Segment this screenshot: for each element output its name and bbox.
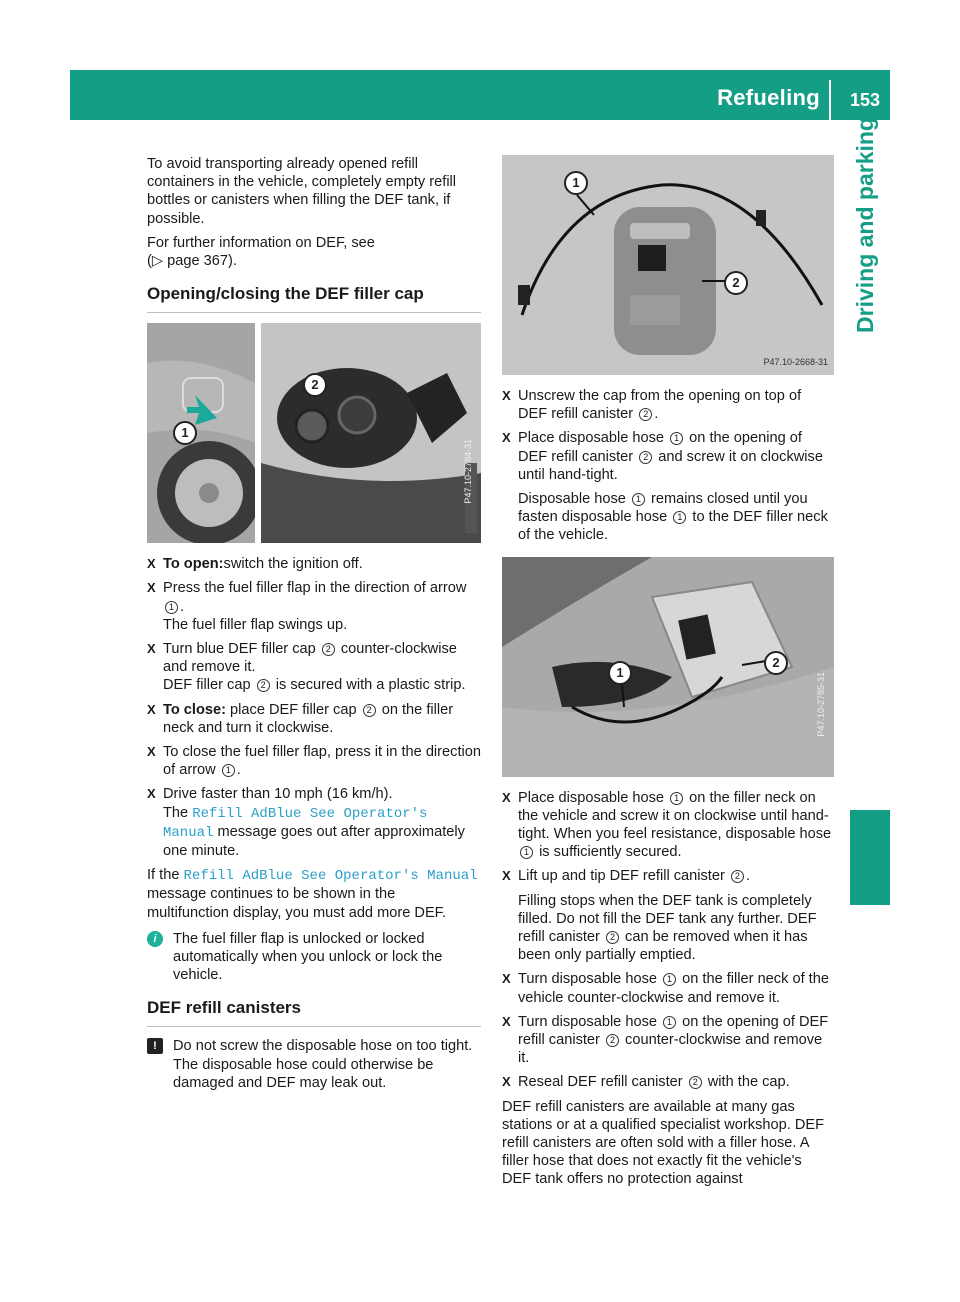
page-number: 153 — [849, 90, 880, 110]
info-note: i The fuel filler flap is unlocked or locked automatically when you unlock or lock the vehicle. — [147, 930, 481, 985]
step-lift-canister: X Lift up and tip DEF refill canister 2 . Filling stops when the DEF tank is completely filled. Do not fill the DEF tank any further. DEF refill canister 2 can be removed when it has been only partially emptied. — [502, 867, 834, 964]
side-tab-marker — [850, 810, 890, 905]
step-remove-hose-vehicle: X Turn disposable hose 1 on the filler neck of the vehicle counter-clockwise and remove it. — [502, 971, 829, 1006]
callout-ref-1: 1 — [663, 973, 676, 986]
right-column — [502, 155, 834, 1195]
figure-hose-on-vehicle — [502, 557, 834, 777]
figure3-callout-2: 2 — [764, 651, 788, 675]
callout-ref-1: 1 — [520, 846, 533, 859]
step-open: X To open:switch the ignition off. — [147, 556, 363, 573]
step-remove-hose-canister: X Turn disposable hose 1 on the opening of DEF refill canister 2 counter-clockwise and remove it. — [502, 1013, 829, 1067]
page-title: Refueling — [717, 85, 820, 110]
step-unscrew-cap: X Unscrew the cap from the opening on top of DEF refill canister 2 . — [502, 388, 802, 423]
figure2-callout-2: 2 — [724, 271, 748, 295]
hose-closed-note: Disposable hose 1 remains closed until you fasten disposable hose 1 to the DEF filler neck of the vehicle. — [518, 491, 828, 544]
filler-cap-illustration — [147, 323, 481, 543]
figure3-reference: P47.10-2785-31 — [815, 672, 826, 737]
figure3-callout-1: 1 — [608, 661, 632, 685]
step-place-hose: X Place disposable hose 1 on the opening of DEF refill canister 2 and screw it on clockwise until hand-tight. Disposable hose 1 remains closed until you fasten disposable hose 1 to the DEF filler neck of the vehicle. — [502, 429, 834, 544]
callout-ref-2: 2 — [257, 679, 270, 692]
closing-paragraph: DEF refill canisters are available at many gas stations or at a qualified specialist workshop. DEF refill canisters are often sold with a filler hose. A filler hose that does not exactly fit the vehicle's DEF tank offers no protection against — [502, 1098, 825, 1188]
section-heading-def-canisters: DEF refill canisters — [147, 998, 481, 1027]
see-also-paragraph: For further information on DEF, see (▷ page 367). — [147, 234, 375, 270]
step-drive: X Drive faster than 10 mph (16 km/h). The Refill AdBlue See Operator's Manual message goes out after approximately one minute. — [147, 786, 465, 860]
callout-ref-1: 1 — [670, 432, 683, 445]
callout-ref-2: 2 — [606, 1034, 619, 1047]
figure1-callout-2: 2 — [303, 373, 327, 397]
refill-canister-illustration — [502, 155, 834, 375]
page-reference-link[interactable]: (▷ page 367). — [147, 253, 237, 270]
figure-refill-canister — [502, 155, 834, 375]
display-message: Refill AdBlue See Operator's Manual — [163, 805, 428, 841]
step-close-flap: X To close the fuel filler flap, press it in the direction of arrow 1 . — [147, 744, 481, 779]
step-place-hose-filler: X Place disposable hose 1 on the filler neck on the vehicle and screw it on clockwise until hand-tight. When you feel resistance, disposable hose 1 is sufficiently secured. — [502, 789, 832, 861]
header-divider — [829, 80, 831, 120]
callout-ref-1: 1 — [670, 792, 683, 805]
info-icon: i — [147, 931, 163, 947]
figure1-callout-1: 1 — [173, 421, 197, 445]
callout-ref-2: 2 — [363, 704, 376, 717]
step-press-flap: X Press the fuel filler flap in the direction of arrow 1 . The fuel filler flap swings up. — [147, 580, 467, 633]
callout-ref-1: 1 — [222, 764, 235, 777]
callout-ref-1: 1 — [632, 493, 645, 506]
callout-ref-2: 2 — [322, 643, 335, 656]
callout-ref-2: 2 — [639, 408, 652, 421]
callout-ref-1: 1 — [165, 601, 178, 614]
refill-message-paragraph: If the Refill AdBlue See Operator's Manual message continues to be shown in the multifunction display, you must add more DEF. — [147, 867, 478, 921]
figure2-reference: P47.10-2668-31 — [763, 356, 828, 367]
callout-ref-2: 2 — [689, 1076, 702, 1089]
callout-ref-1: 1 — [673, 511, 686, 524]
intro-paragraph: To avoid transporting already opened refill containers in the vehicle, completely empty refill bottles or canisters when filling the DEF tank, if possible. — [147, 156, 457, 227]
display-message: Refill AdBlue See Operator's Manual — [183, 868, 478, 885]
callout-ref-2: 2 — [639, 451, 652, 464]
figure1-reference: P47.10-2784-31 — [462, 438, 473, 504]
left-column — [147, 155, 481, 1100]
callout-ref-1: 1 — [663, 1016, 676, 1029]
callout-ref-2: 2 — [606, 931, 619, 944]
section-heading-opening-closing: Opening/closing the DEF filler cap — [147, 284, 481, 313]
step-reseal: X Reseal DEF refill canister 2 with the cap. — [502, 1074, 790, 1091]
warning-note: ! Do not screw the disposable hose on too tight. The disposable hose could otherwise be damaged and DEF may leak out. — [147, 1037, 481, 1092]
step-turn-cap: X Turn blue DEF filler cap 2 counter-clockwise and remove it. DEF filler cap 2 is secured with a plastic strip. — [147, 641, 466, 694]
step-close: X To close: place DEF filler cap 2 on the filler neck and turn it clockwise. — [147, 701, 454, 736]
figure2-callout-1: 1 — [564, 171, 588, 195]
figure-filler-cap — [147, 323, 481, 543]
warning-icon: ! — [147, 1038, 163, 1054]
side-tab-label: Driving and parking — [852, 117, 878, 333]
filling-stops-note: Filling stops when the DEF tank is completely filled. Do not fill the DEF tank any further. DEF refill canister 2 can be removed when it has been only partially emptied. — [518, 892, 817, 964]
callout-ref-2: 2 — [731, 870, 744, 883]
header-bar — [70, 70, 890, 120]
